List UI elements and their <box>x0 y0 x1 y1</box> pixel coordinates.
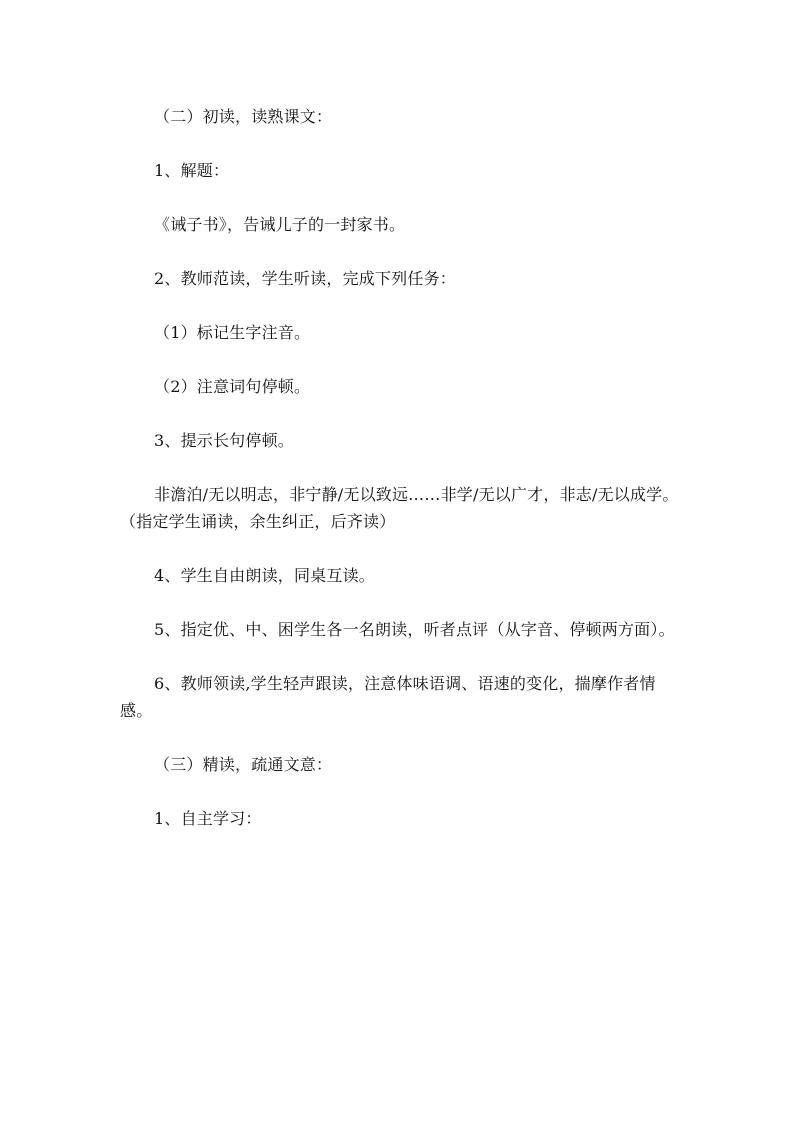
step-1-title: 1、解题： <box>154 161 230 180</box>
document-body <box>120 103 680 859</box>
task-1: （1）标记生字注音。 <box>154 323 311 342</box>
self-study-title: 1、自主学习： <box>154 809 262 828</box>
task-2: （2）注意词句停顿。 <box>154 377 311 396</box>
step-6-title: 6、教师领读,学生轻声跟读，注意体味语调、语速的变化，揣摩作者情感。 <box>120 674 656 720</box>
step-4-title: 4、学生自由朗读，同桌互读。 <box>154 566 375 585</box>
long-sentence-pauses: 非澹泊/无以明志，非宁静/无以致远……非学/无以广才，非志/无以成学。（指定学生诵读，余生纠正，后齐读） <box>120 485 679 531</box>
section-heading-first-reading: （二）初读，读熟课文： <box>154 107 333 126</box>
step-5-title: 5、指定优、中、困学生各一名朗读，听者点评（从字音、停顿两方面）。 <box>154 620 675 639</box>
section-heading-close-reading: （三）精读，疏通文意： <box>154 755 333 774</box>
step-2-title: 2、教师范读，学生听读，完成下列任务： <box>154 269 456 288</box>
step-3-title: 3、提示长句停顿。 <box>154 431 294 450</box>
title-explanation: 《诫子书》，告诫儿子的一封家书。 <box>154 215 406 234</box>
